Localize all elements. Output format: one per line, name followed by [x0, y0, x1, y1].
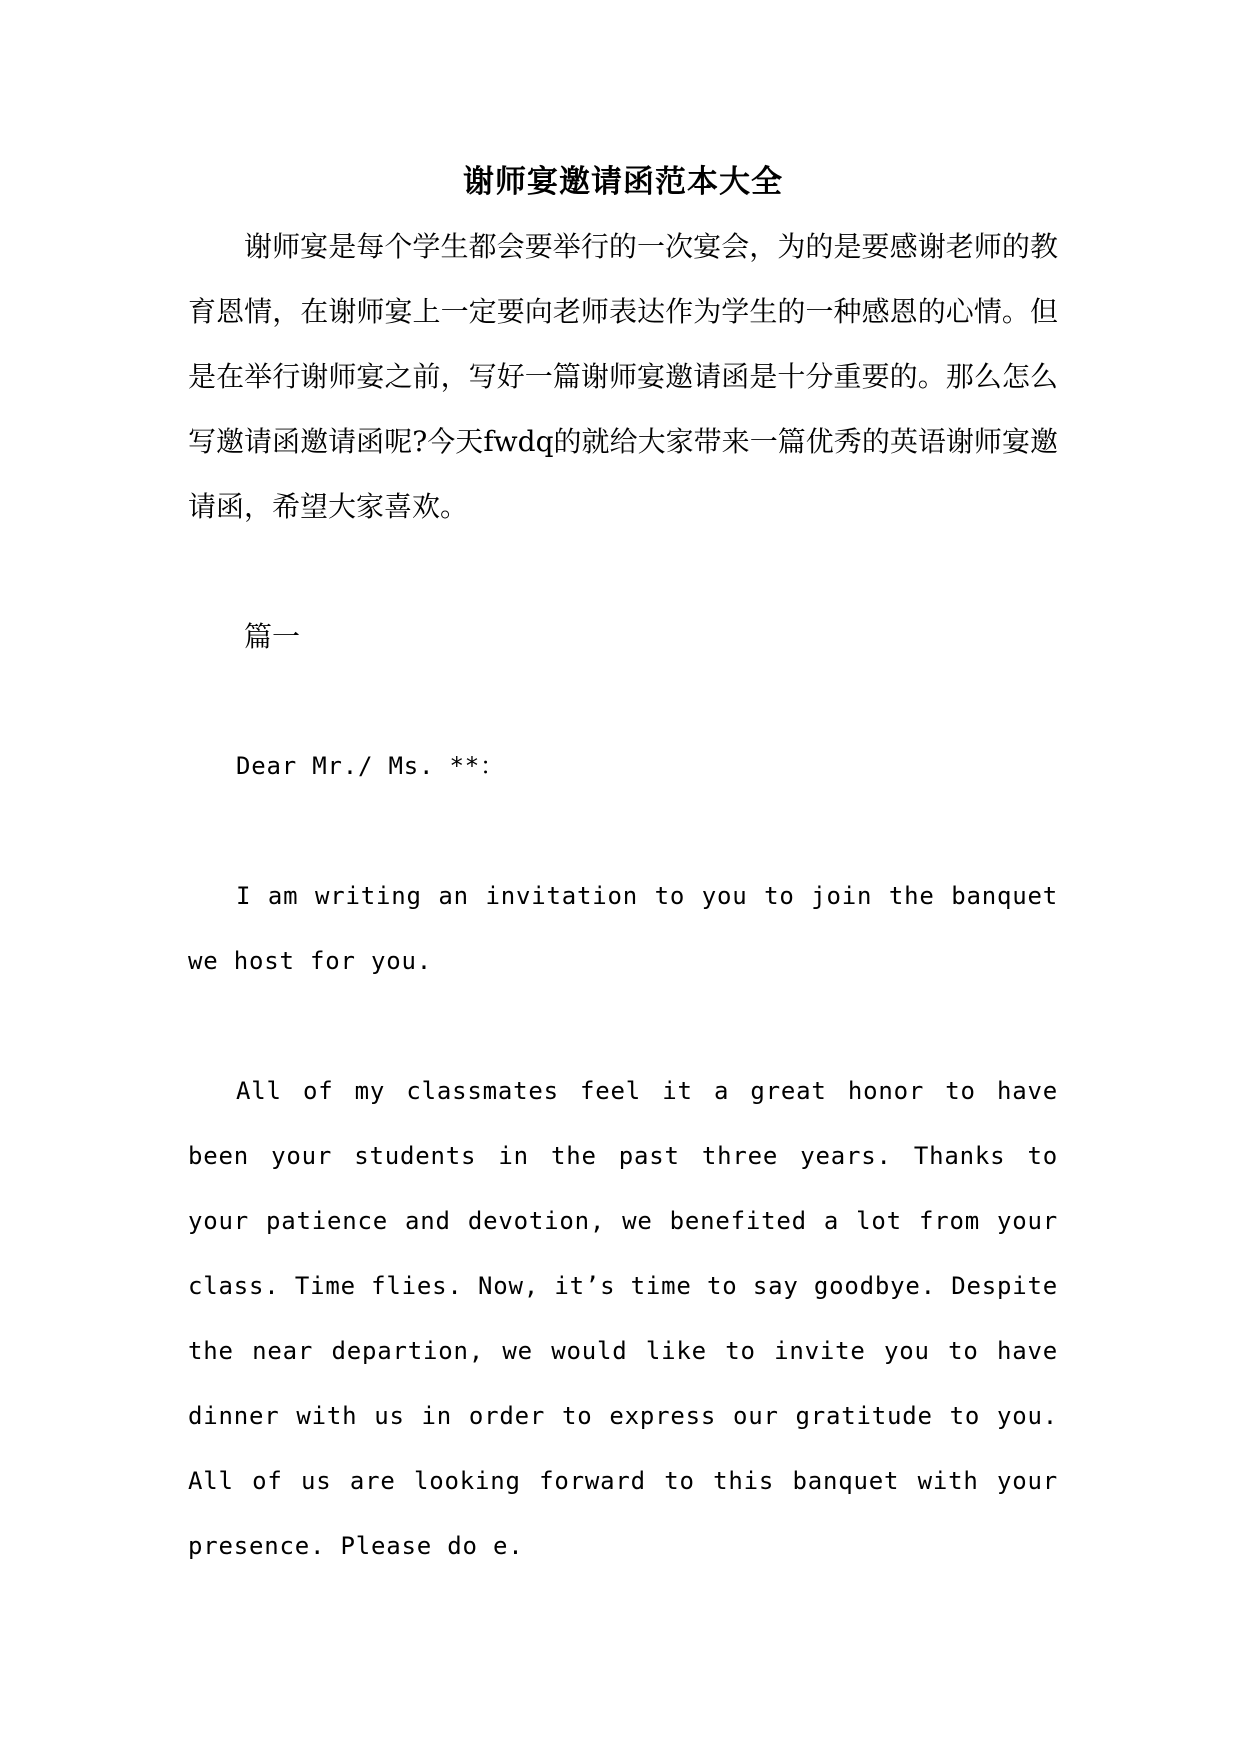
spacer — [188, 994, 1058, 1059]
section-heading: 篇一 — [244, 620, 301, 653]
spacer — [188, 799, 1058, 864]
document-title: 谢师宴邀请函范本大全 — [463, 164, 783, 200]
letter-paragraph-2: All of my classmates feel it a great honor to have been your students in the past three years. Thanks to your patience and devotion, we benefited a lot from your class. Time flies. Now, it’s time to say goodbye. Despite the near departion, we would like to invite you to have dinner with us in order to express our gratitude to you. All of us are looking forward to this banquet with your presence. Please do e. — [188, 1077, 1058, 1560]
spacer — [188, 539, 1058, 604]
spacer — [188, 669, 1058, 734]
letter-paragraph-1: I am writing an invitation to you to join the banquet we host for you. — [188, 882, 1058, 975]
letter-salutation: Dear Mr./ Ms. **： — [236, 752, 505, 780]
document-body — [188, 150, 1058, 1579]
intro-paragraph: 谢师宴是每个学生都会要举行的一次宴会，为的是要感谢老师的教育恩情，在谢师宴上一定要向老师表达作为学生的一种感恩的心情。但是在举行谢师宴之前，写好一篇谢师宴邀请函是十分重要的。那么怎么写邀请函邀请函呢?今天fwdq的就给大家带来一篇优秀的英语谢师宴邀请函，希望大家喜欢。 — [188, 230, 1058, 523]
